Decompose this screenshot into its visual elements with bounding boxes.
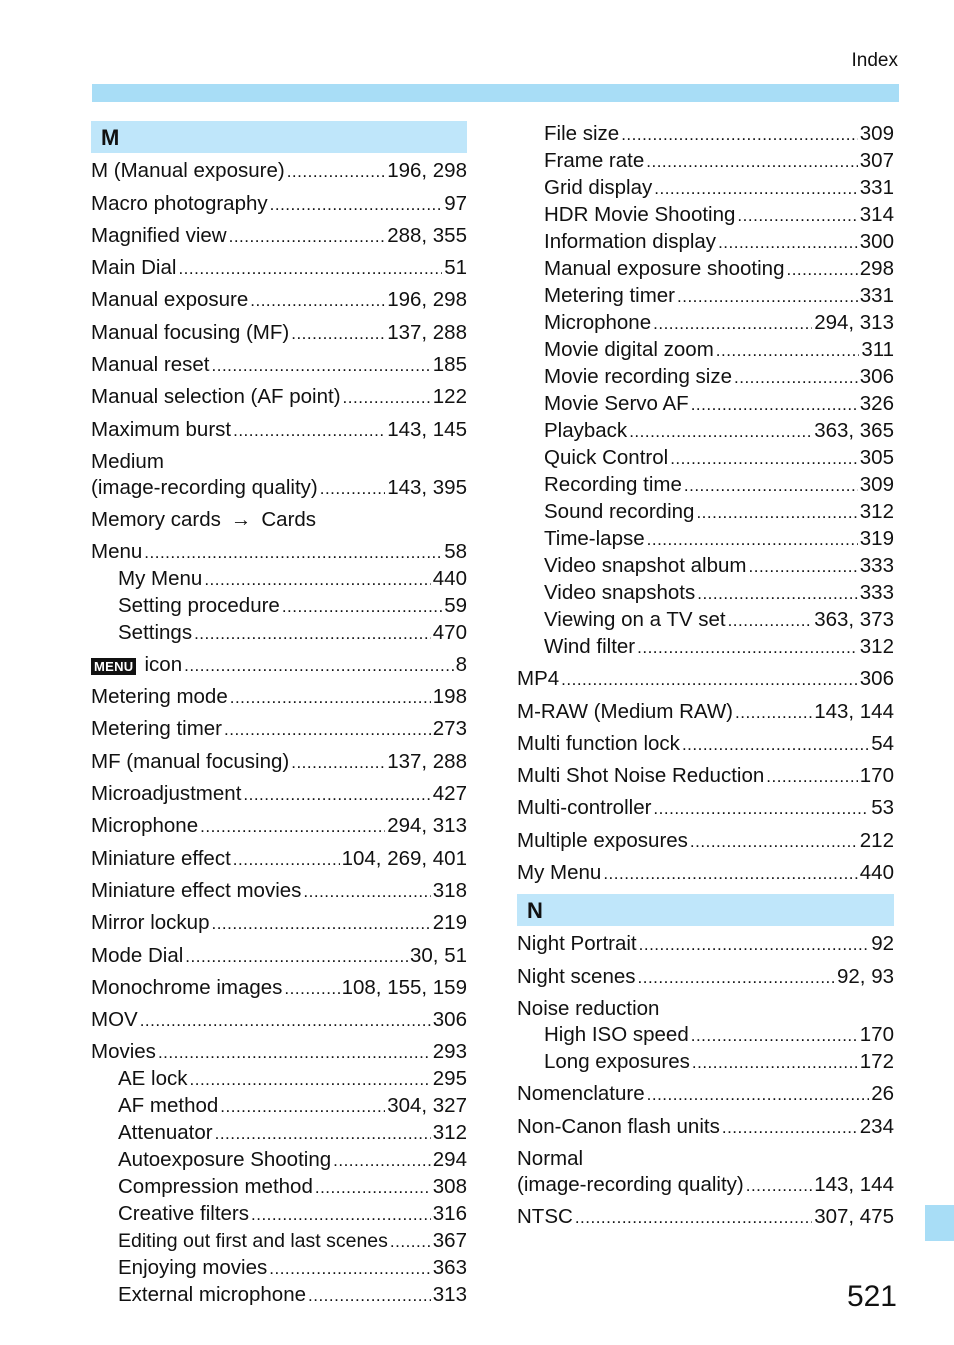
index-entry: Maximum burst ..... 143, 145 [91,417,467,444]
index-entry: Microphone ..... 294, 313 [91,813,467,840]
index-entry: Manual selection (AF point) ..... 122 [91,384,467,411]
index-subentry: Recording time ..... 309 [517,472,894,499]
index-entry-continuation: (image-recording quality) ..... 143, 144 [517,1172,894,1199]
index-subentry: Quick Control ..... 305 [517,445,894,472]
index-entry-see: Memory cards → Cards [91,508,317,532]
index-entry: Multi Shot Noise Reduction ..... 170 [517,763,894,790]
index-entry: Monochrome images ..... 108, 155, 159 [91,975,467,1002]
index-entry: Multiple exposures ..... 212 [517,828,894,855]
index-subentry: My Menu ..... 440 [91,566,467,593]
index-subentry: Long exposures ..... 172 [517,1049,894,1076]
index-subentry: Video snapshot album ..... 333 [517,553,894,580]
index-entry-continuation: (image-recording quality) ..... 143, 395 [91,475,467,502]
index-entry: Macro photography ..... 97 [91,191,467,218]
section-heading-n: N [517,894,894,926]
index-entry: Manual exposure ..... 196, 298 [91,287,467,314]
see-arrow-icon: → [230,508,252,532]
index-subentry: Settings ..... 470 [91,620,467,647]
index-subentry: Attenuator ..... 312 [91,1120,467,1147]
index-entry: Manual reset ..... 185 [91,352,467,379]
index-subentry: Autoexposure Shooting ..... 294 [91,1147,467,1174]
menu-button-icon: MENU [91,658,136,675]
index-subentry: Video snapshots ..... 333 [517,580,894,607]
index-subentry: HDR Movie Shooting ..... 314 [517,202,894,229]
index-entry: Miniature effect movies ..... 318 [91,878,467,905]
index-subentry: Grid display ..... 331 [517,175,894,202]
index-subentry: Microphone ..... 294, 313 [517,310,894,337]
index-entry: MF (manual focusing) ..... 137, 288 [91,749,467,776]
right-column [517,121,894,1231]
index-entry: M-RAW (Medium RAW) ..... 143, 144 [517,699,894,726]
accent-bar [92,84,899,102]
index-entry: Microadjustment ..... 427 [91,781,467,808]
index-subentry: AE lock ..... 295 [91,1066,467,1093]
index-subentry: Wind filter ..... 312 [517,634,894,661]
index-subentry: Movie digital zoom ..... 311 [517,337,894,364]
index-entry: Nomenclature ..... 26 [517,1081,894,1108]
index-entry: Magnified view ..... 288, 355 [91,223,467,250]
index-subentry: File size ..... 309 [517,121,894,148]
index-subentry: Editing out first and last scenes ..... 367 [91,1228,467,1255]
index-subentry: Movie recording size ..... 306 [517,364,894,391]
side-thumb-tab [925,1205,954,1241]
index-subentry: External microphone ..... 313 [91,1282,467,1309]
index-subentry: Time-lapse ..... 319 [517,526,894,553]
left-column [91,121,467,1309]
index-subentry: Viewing on a TV set ..... 363, 373 [517,607,894,634]
index-subentry: Setting procedure ..... 59 [91,593,467,620]
index-entry: Mode Dial ..... 30, 51 [91,943,467,970]
index-subentry: Manual exposure shooting ..... 298 [517,256,894,283]
index-entry: Non-Canon flash units ..... 234 [517,1114,894,1141]
index-subentry: Enjoying movies ..... 363 [91,1255,467,1282]
index-entry: MENU icon ..... 8 [91,652,467,679]
page-number: 521 [846,1280,897,1313]
index-entry: NTSC ..... 307, 475 [517,1204,894,1231]
index-entry: Multi-controller ..... 53 [517,795,894,822]
index-subentry: Sound recording ..... 312 [517,499,894,526]
index-subentry: AF method ..... 304, 327 [91,1093,467,1120]
index-subentry: Metering timer ..... 331 [517,283,894,310]
index-entry: Metering timer ..... 273 [91,716,467,743]
index-subentry: Information display ..... 300 [517,229,894,256]
section-heading-m: M [91,121,467,153]
index-subentry: Playback ..... 363, 365 [517,418,894,445]
index-entry: Movies ..... 293 [91,1039,467,1066]
index-subentry: High ISO speed ..... 170 [517,1022,894,1049]
index-subentry: Movie Servo AF ..... 326 [517,391,894,418]
index-subentry: Compression method ..... 308 [91,1174,467,1201]
index-entry: Manual focusing (MF) ..... 137, 288 [91,320,467,347]
index-entry: Main Dial ..... 51 [91,255,467,282]
index-entry: Medium [91,449,164,473]
index-entry: Mirror lockup ..... 219 [91,910,467,937]
index-entry: Noise reduction [517,996,660,1020]
index-entry: My Menu ..... 440 [517,860,894,887]
index-header-label: Index [851,50,898,71]
index-entry: Night Portrait ..... 92 [517,931,894,958]
index-entry: Menu ..... 58 [91,539,467,566]
index-entry: MOV ..... 306 [91,1007,467,1034]
index-subentry: Frame rate ..... 307 [517,148,894,175]
index-entry: Night scenes ..... 92, 93 [517,964,894,991]
index-entry: M (Manual exposure) ..... 196, 298 [91,158,467,185]
index-entry: Miniature effect ..... 104, 269, 401 [91,846,467,873]
index-entry: Metering mode ..... 198 [91,684,467,711]
index-entry: Multi function lock ..... 54 [517,731,894,758]
index-entry: Normal [517,1146,584,1170]
index-entry: MP4 ..... 306 [517,666,894,693]
index-subentry: Creative filters ..... 316 [91,1201,467,1228]
